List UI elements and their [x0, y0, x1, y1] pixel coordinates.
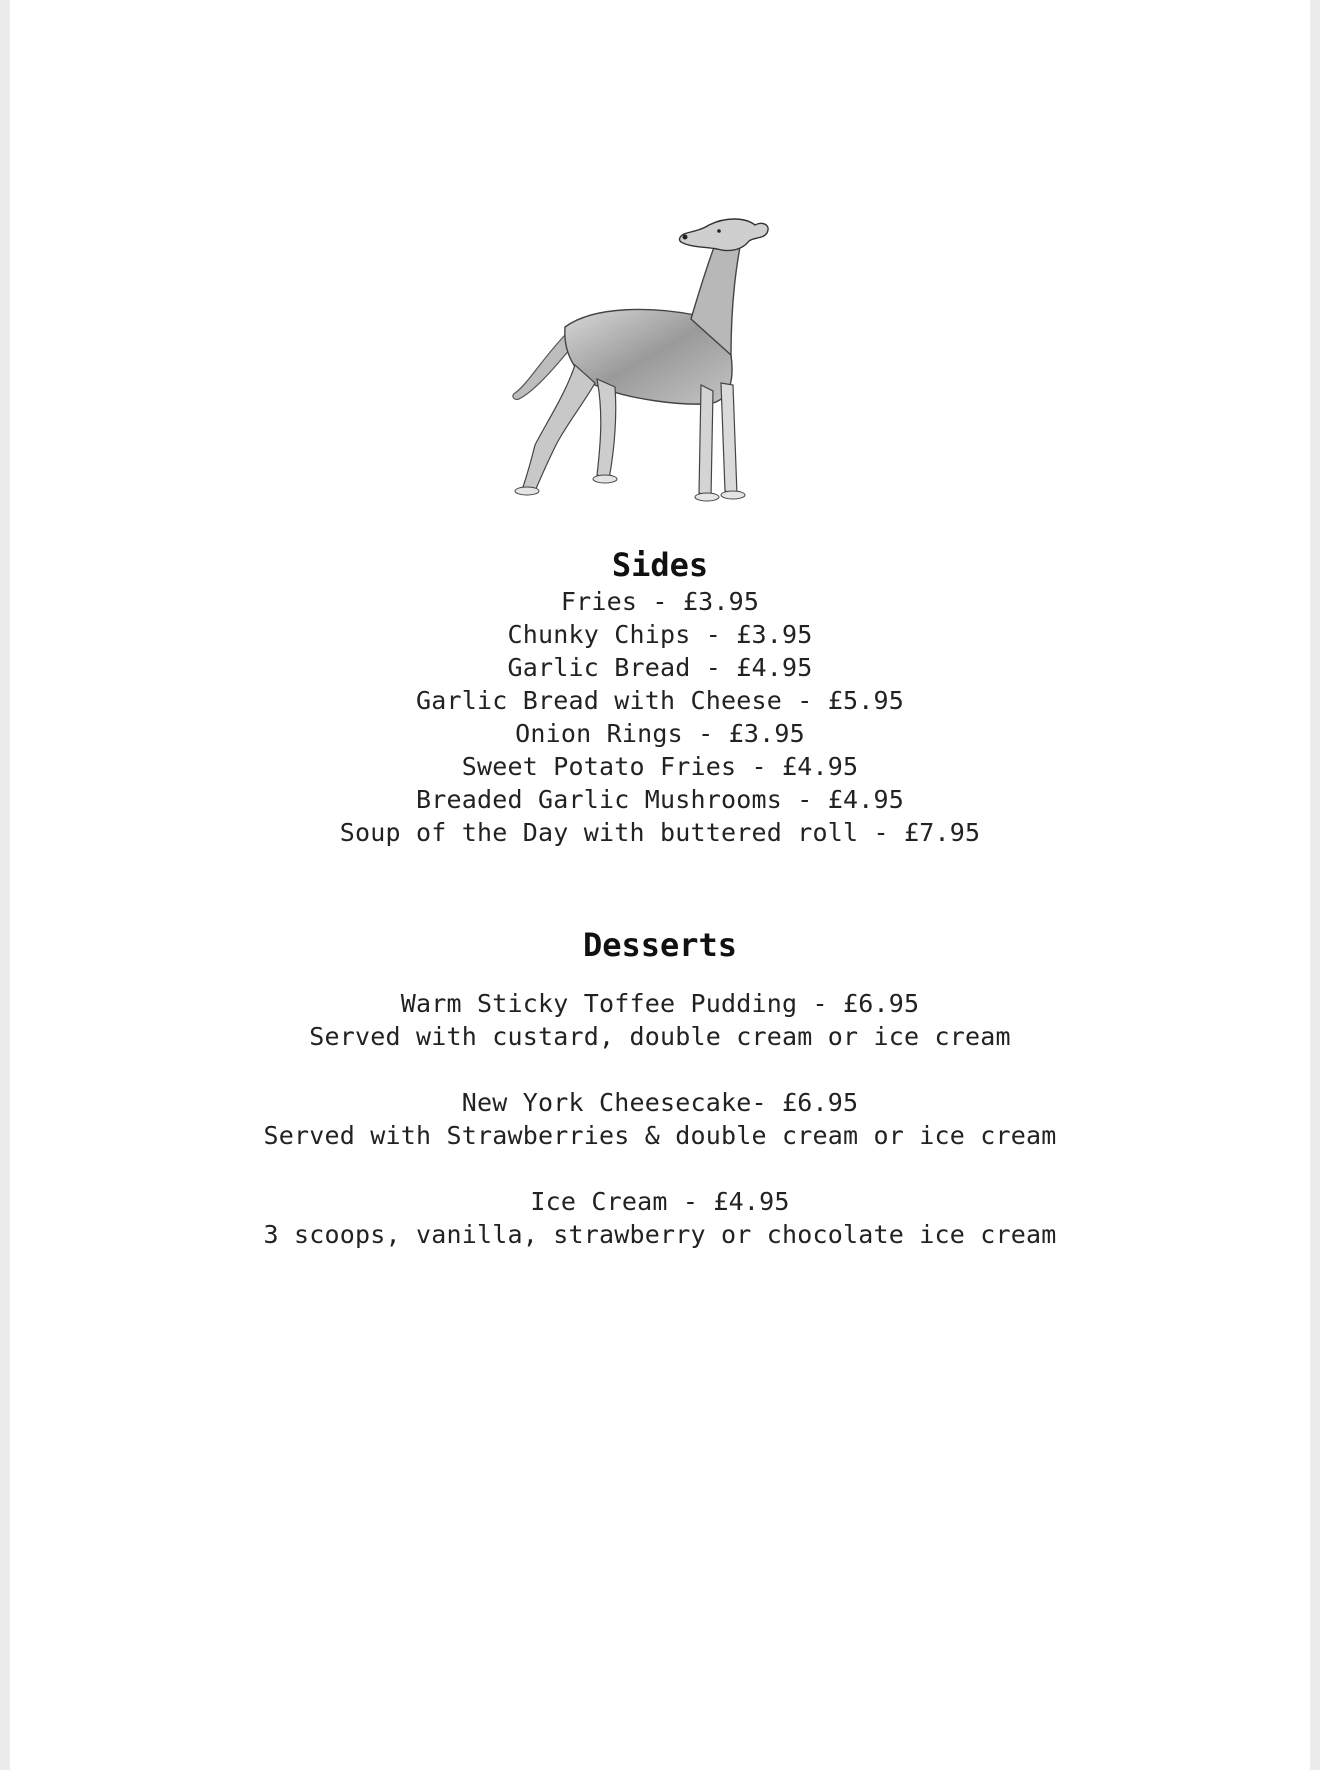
- side-item: Sweet Potato Fries - £4.95: [461, 752, 859, 781]
- desserts-heading: Desserts: [582, 926, 738, 964]
- dessert-item: [10, 987, 1310, 1053]
- side-item: Fries - £3.95: [560, 587, 760, 616]
- dessert-description: 3 scoops, vanilla, strawberry or chocolate ice cream: [263, 1220, 1057, 1249]
- desserts-section: [10, 925, 1310, 1284]
- side-item: Soup of the Day with buttered roll - £7.95: [339, 818, 981, 847]
- side-item: Garlic Bread - £4.95: [507, 653, 813, 682]
- dessert-title: Warm Sticky Toffee Pudding - £6.95: [400, 989, 920, 1018]
- menu-page: [10, 0, 1310, 1770]
- dessert-description: Served with Strawberries & double cream or ice cream: [263, 1121, 1057, 1150]
- dessert-item: [10, 1086, 1310, 1152]
- dessert-description: Served with custard, double cream or ice cream: [309, 1022, 1011, 1051]
- side-item: Breaded Garlic Mushrooms - £4.95: [415, 785, 905, 814]
- side-item: Garlic Bread with Cheese - £5.95: [415, 686, 905, 715]
- sides-heading: Sides: [611, 546, 709, 584]
- dessert-title: New York Cheesecake- £6.95: [461, 1088, 859, 1117]
- dessert-item: [10, 1185, 1310, 1251]
- greyhound-illustration: [505, 215, 795, 505]
- dessert-title: Ice Cream - £4.95: [530, 1187, 790, 1216]
- side-item: Chunky Chips - £3.95: [507, 620, 813, 649]
- sides-section: [10, 545, 1310, 849]
- side-item: Onion Rings - £3.95: [515, 719, 805, 748]
